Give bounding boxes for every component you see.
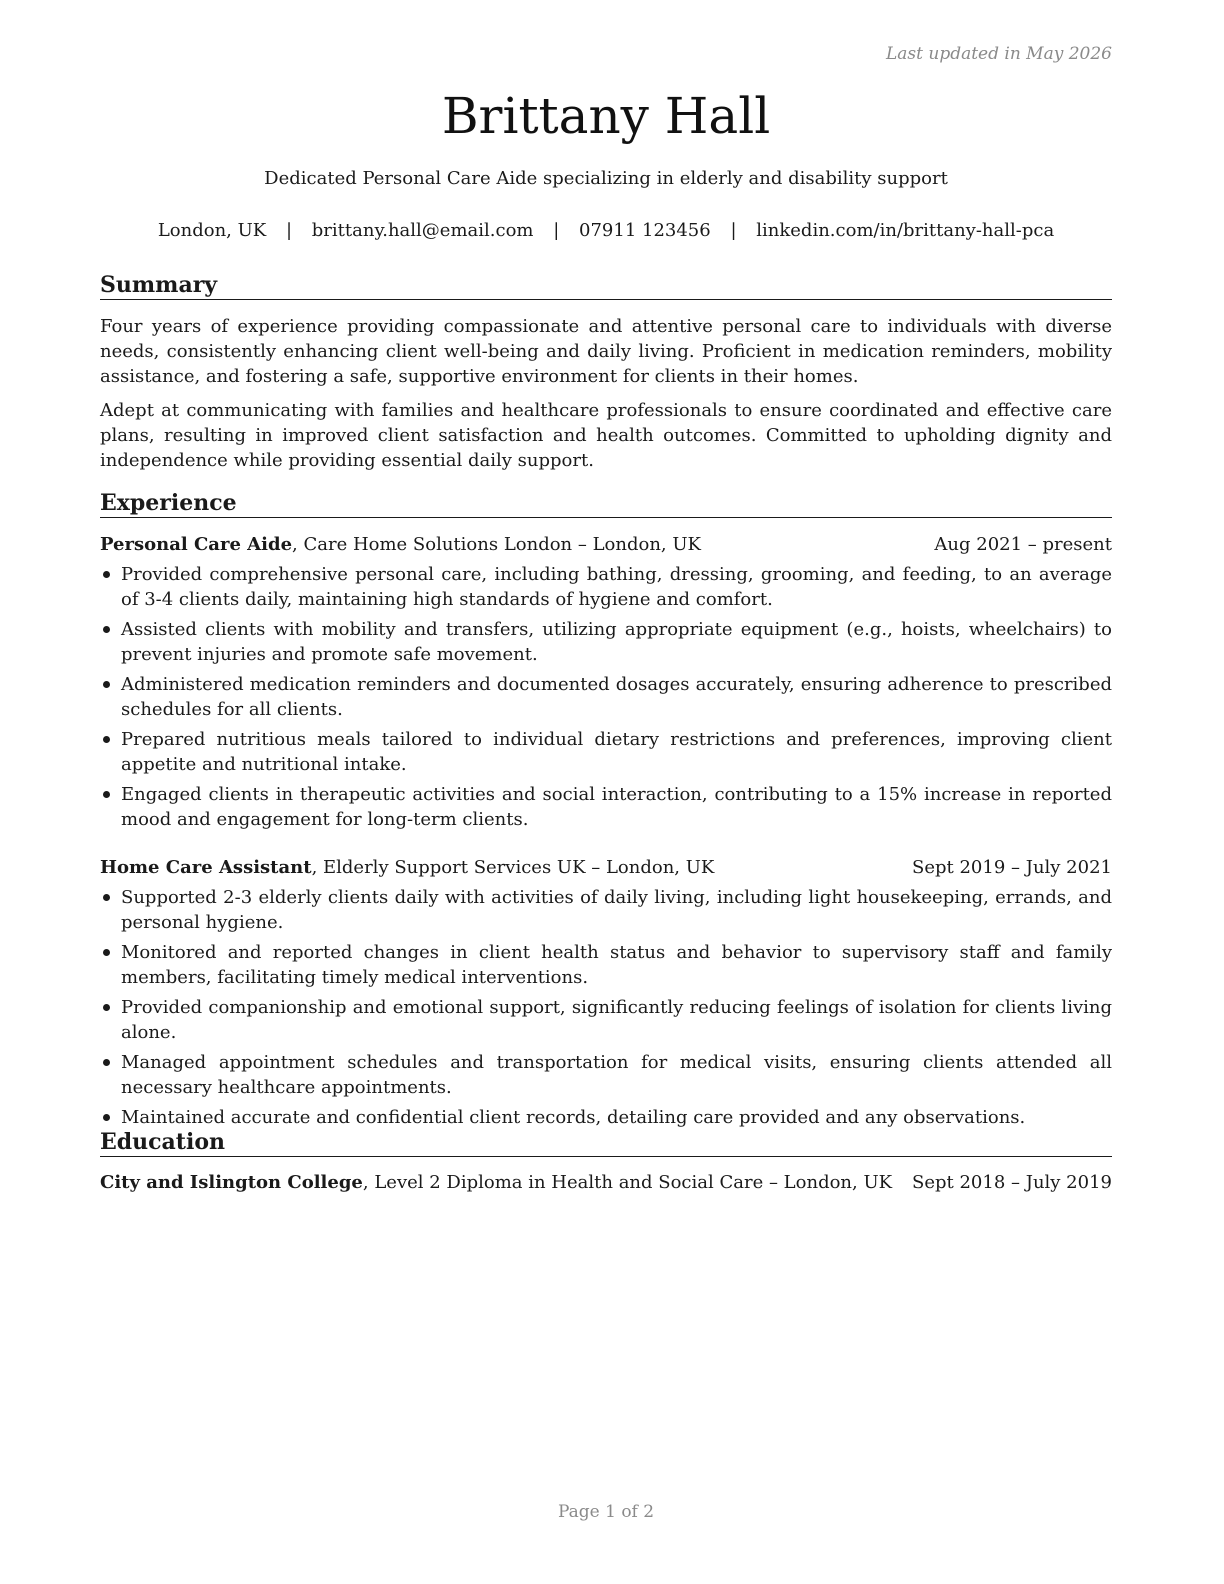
job-role: Home Care Assistant — [100, 857, 312, 878]
contact-separator: | — [553, 220, 560, 241]
job-role: Personal Care Aide — [100, 534, 293, 555]
education-dates: Sept 2018 – July 2019 — [912, 1172, 1112, 1193]
list-item: Provided comprehensive personal care, including bathing, dressing, grooming, and feeding, to an average of 3-4 clients daily, maintaining high standards of hygiene and comfort. — [100, 562, 1112, 612]
bullet-dot-icon — [103, 626, 110, 633]
list-item: Administered medication reminders and documented dosages accurately, ensuring adherence to prescribed schedules for all clients. — [100, 672, 1112, 722]
school-name: City and Islington College — [100, 1172, 363, 1193]
bullet-dot-icon — [103, 1059, 110, 1066]
job-dates: Sept 2019 – July 2021 — [912, 857, 1112, 878]
list-item: Assisted clients with mobility and transfers, utilizing appropriate equipment (e.g., hoists, wheelchairs) to prevent injuries and promote safe movement. — [100, 617, 1112, 667]
contact-line — [100, 220, 1112, 242]
experience-heading: Experience — [100, 490, 1112, 518]
job-organization: , Care Home Solutions London – London, UK — [292, 534, 701, 555]
list-item: Monitored and reported changes in client health status and behavior to supervisory staff and family members, facilitating timely medical interventions. — [100, 940, 1112, 990]
bullet-dot-icon — [103, 894, 110, 901]
bullet-dot-icon — [103, 949, 110, 956]
contact-location: London, UK — [157, 220, 267, 241]
job-organization: , Elderly Support Services UK – London, UK — [311, 857, 715, 878]
bullet-dot-icon — [103, 1004, 110, 1011]
list-item: Maintained accurate and confidential client records, detailing care provided and any observations. — [100, 1105, 1112, 1130]
page-number: Page 1 of 2 — [557, 1502, 655, 1522]
job-bullets — [100, 885, 1112, 1135]
contact-separator: | — [285, 220, 293, 241]
contact-email[interactable]: brittany.hall@email.com — [311, 220, 534, 241]
education-entry — [100, 1172, 1112, 1194]
summary-heading: Summary — [100, 272, 1112, 300]
last-updated-note: Last updated in May 2026 — [885, 44, 1112, 64]
education-detail: , Level 2 Diploma in Health and Social Care – London, UK — [362, 1172, 893, 1193]
summary-paragraph: Adept at communicating with families and healthcare professionals to ensure coordinated and effective care plans, resulting in improved client satisfaction and health outcomes. Committed to upholding dignity and independence while providing essential daily support. — [100, 400, 1112, 471]
bullet-dot-icon — [103, 736, 110, 743]
job-header — [100, 534, 1112, 556]
job-dates: Aug 2021 – present — [934, 534, 1112, 555]
list-item: Prepared nutritious meals tailored to individual dietary restrictions and preferences, improving client appetite and nutritional intake. — [100, 727, 1112, 777]
list-item: Engaged clients in therapeutic activities and social interaction, contributing to a 15% increase in reported mood and engagement for long-term clients. — [100, 782, 1112, 832]
bullet-dot-icon — [103, 1114, 110, 1121]
contact-separator: | — [730, 220, 737, 241]
bullet-dot-icon — [103, 681, 110, 688]
list-item: Managed appointment schedules and transportation for medical visits, ensuring clients attended all necessary healthcare appointments. — [100, 1050, 1112, 1100]
list-item: Provided companionship and emotional support, significantly reducing feelings of isolation for clients living alone. — [100, 995, 1112, 1045]
candidate-name: Brittany Hall — [441, 87, 771, 145]
summary-paragraph: Four years of experience providing compassionate and attentive personal care to individuals with diverse needs, consistently enhancing client well-being and daily living. Proficient in medication reminders, mobility assistance, and fostering a safe, supportive environment for clients in their homes. — [100, 316, 1112, 387]
job-bullets — [100, 562, 1112, 837]
bullet-dot-icon — [103, 791, 110, 798]
job-header — [100, 857, 1112, 879]
resume-page — [100, 0, 1112, 1584]
list-item: Supported 2-3 elderly clients daily with activities of daily living, including light housekeeping, errands, and personal hygiene. — [100, 885, 1112, 935]
education-heading: Education — [100, 1129, 1112, 1157]
contact-phone: 07911 123456 — [579, 220, 711, 241]
tagline: Dedicated Personal Care Aide specializing in elderly and disability support — [264, 168, 948, 189]
bullet-dot-icon — [103, 571, 110, 578]
contact-linkedin[interactable]: linkedin.com/in/brittany-hall-pca — [756, 220, 1055, 241]
